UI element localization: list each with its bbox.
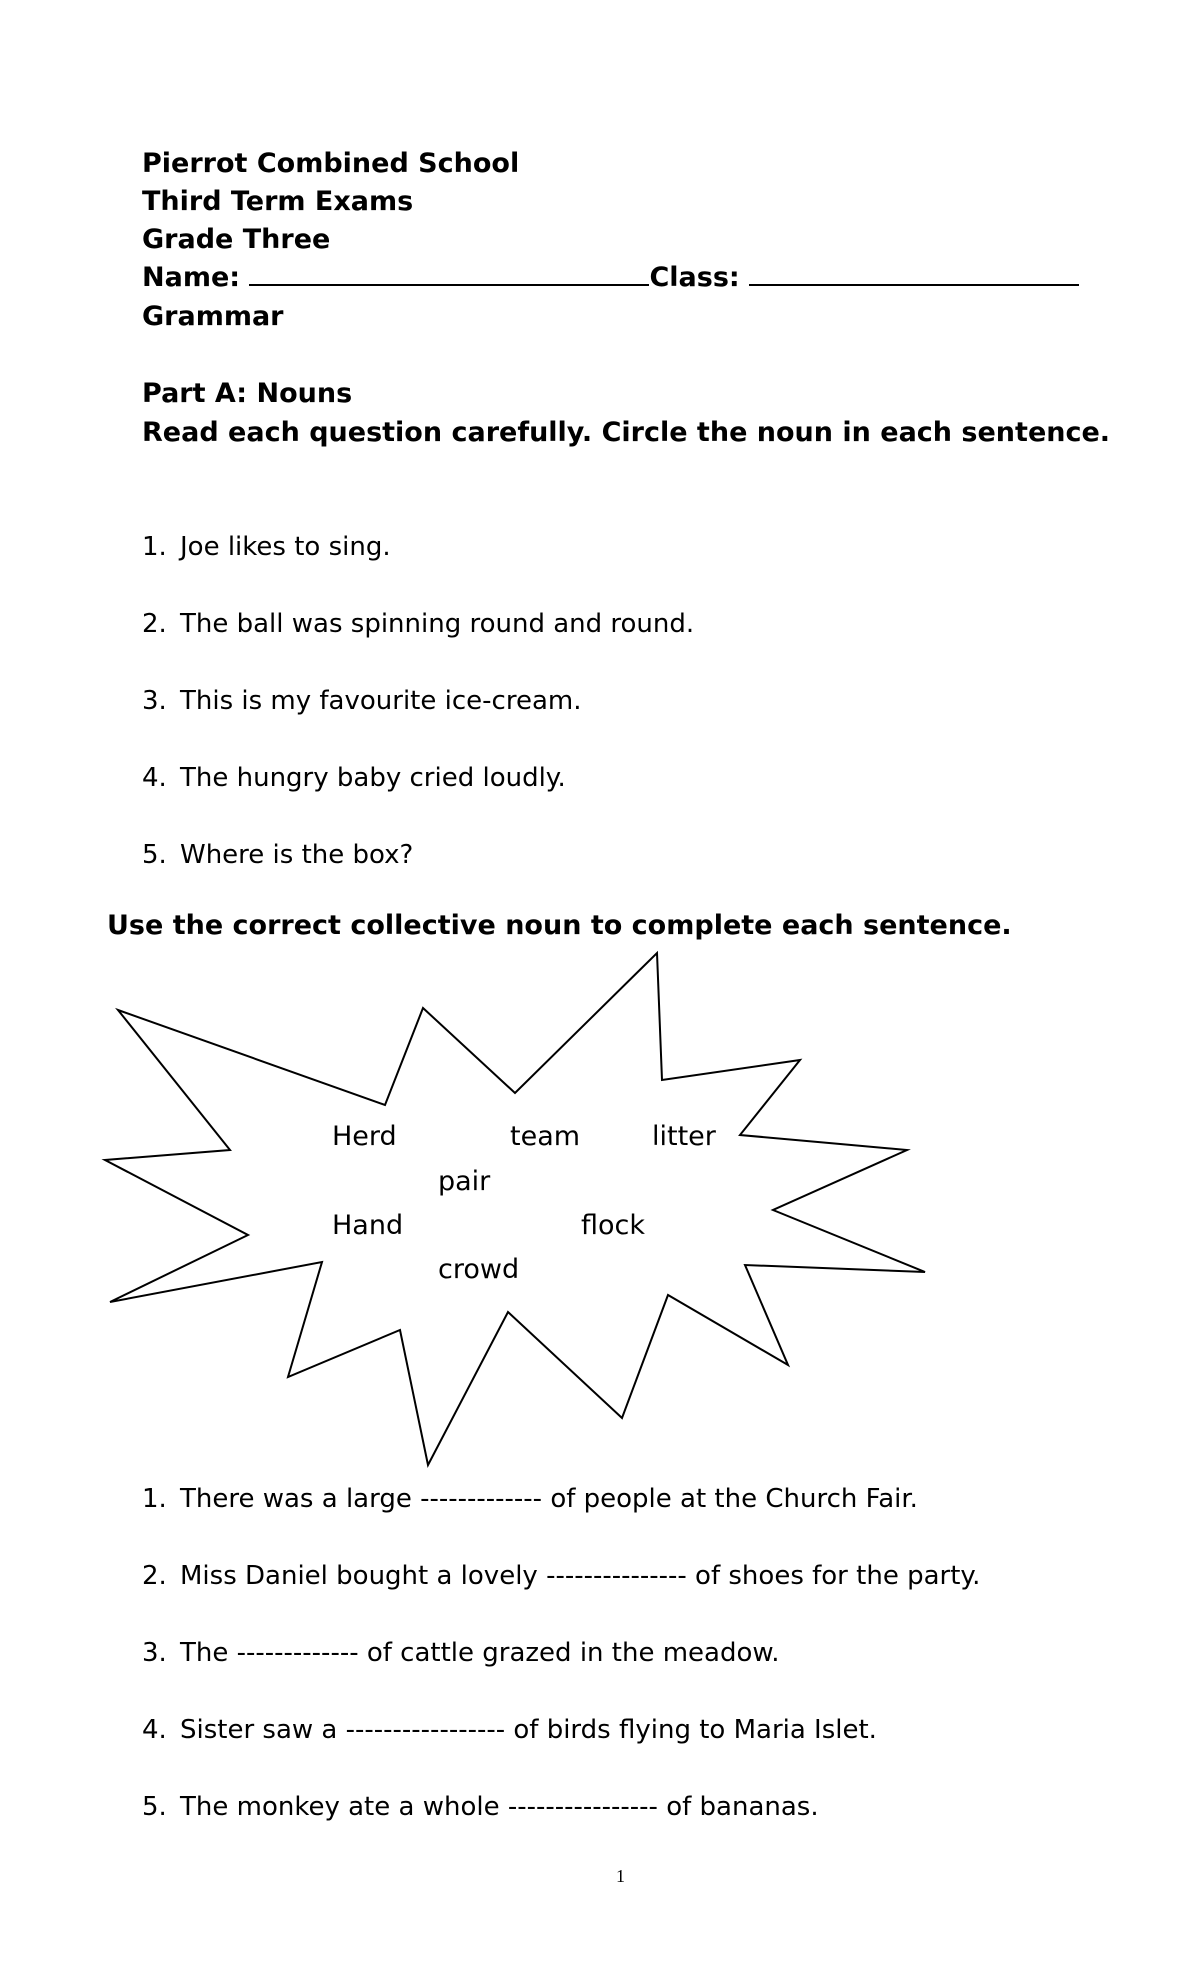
class-label: Class: [649, 262, 740, 293]
question-text: Miss Daniel bought a lovely --------------- of shoes for the party. [180, 1561, 981, 1591]
question-text: Sister saw a ----------------- of birds flying to Maria Islet. [180, 1715, 877, 1745]
question-number: 5. [142, 1792, 167, 1822]
page-number: 1 [616, 1866, 625, 1886]
question-text: There was a large ------------- of people at the Church Fair. [180, 1484, 918, 1514]
question-text: This is my favourite ice-cream. [180, 686, 582, 716]
grade-label: Grade Three [142, 224, 331, 255]
word-bank-item: crowd [438, 1254, 520, 1285]
question-text: The ------------- of cattle grazed in the meadow. [180, 1638, 780, 1668]
question-number: 4. [142, 1715, 167, 1745]
school-name: Pierrot Combined School [142, 148, 520, 179]
exam-title: Third Term Exams [142, 186, 414, 217]
part-a-instruction: Read each question carefully. Circle the noun in each sentence. [142, 417, 1111, 448]
question-text: Where is the box? [180, 840, 414, 870]
part-a-title: Part A: Nouns [142, 378, 353, 409]
question-number: 4. [142, 763, 167, 793]
question-number: 5. [142, 840, 167, 870]
question-number: 1. [142, 532, 167, 562]
question-number: 2. [142, 1561, 167, 1591]
word-bank-item: Herd [332, 1121, 397, 1152]
question-text: Joe likes to sing. [180, 532, 391, 562]
part-b-instruction: Use the correct collective noun to complete each sentence. [107, 910, 1012, 941]
question-text: The hungry baby cried loudly. [180, 763, 566, 793]
word-bank-item: team [510, 1121, 581, 1152]
subject-label: Grammar [142, 301, 284, 332]
word-bank-item: flock [581, 1210, 646, 1241]
question-text: The ball was spinning round and round. [180, 609, 695, 639]
question-number: 3. [142, 1638, 167, 1668]
question-number: 3. [142, 686, 167, 716]
starburst-outline [105, 953, 925, 1465]
part-b-question [142, 1794, 819, 1820]
word-bank-item: Hand [332, 1210, 404, 1241]
word-bank-item: pair [438, 1166, 491, 1197]
part-b-question [142, 1563, 980, 1589]
word-bank-item: litter [652, 1121, 716, 1152]
question-text: The monkey ate a whole ---------------- of bananas. [180, 1792, 819, 1822]
name-label: Name: [142, 262, 241, 293]
question-number: 2. [142, 609, 167, 639]
part-b-question [142, 1486, 918, 1512]
part-b-question [142, 1640, 780, 1666]
question-number: 1. [142, 1484, 167, 1514]
part-b-question [142, 1717, 877, 1743]
